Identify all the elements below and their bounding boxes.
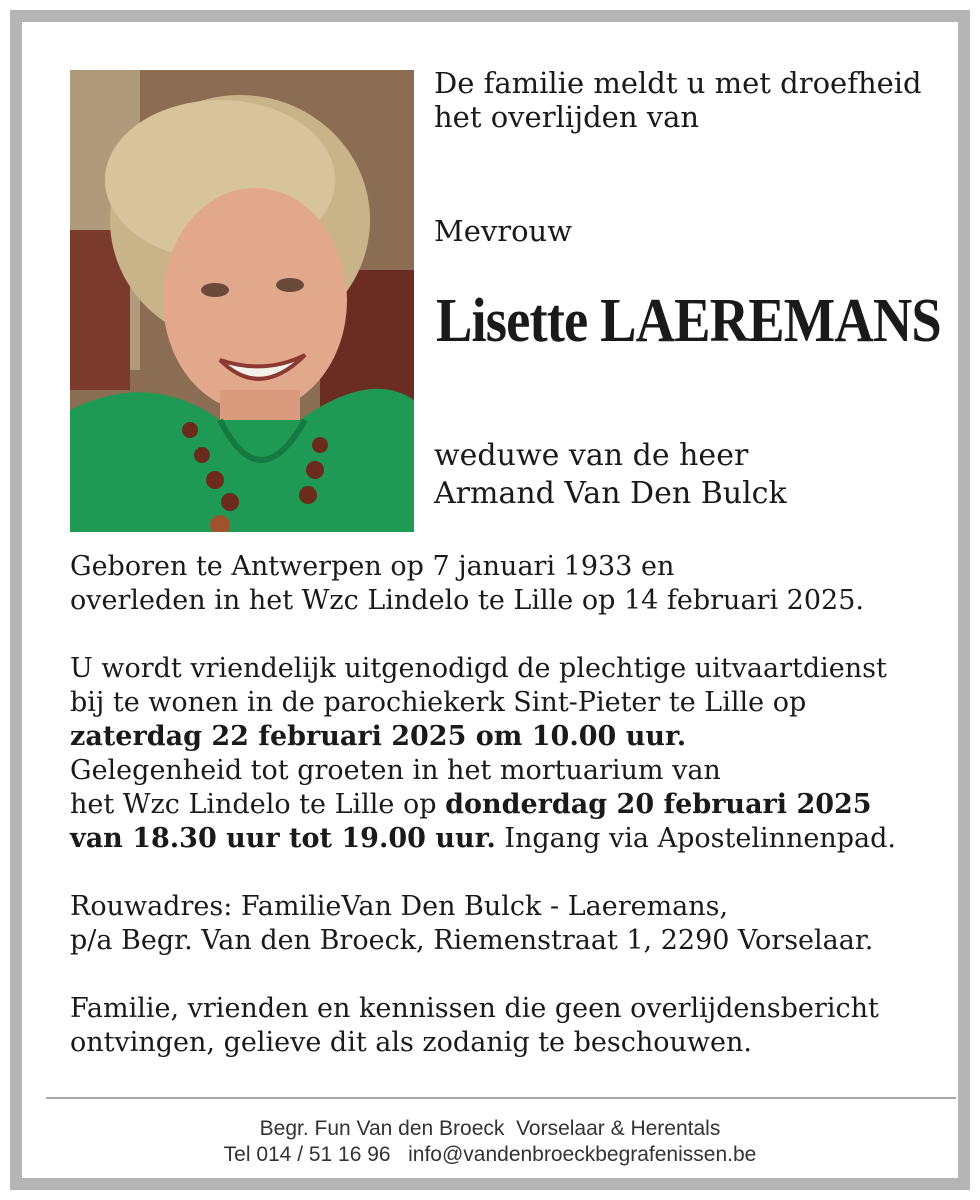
notice-body: [70, 550, 950, 1060]
visitation-line-2: het Wzc Lindelo te Lille op: [70, 789, 446, 820]
funeral-home-footer: [22, 1116, 958, 1168]
notice-paragraph: [70, 992, 950, 1060]
widow-of: [434, 437, 787, 513]
funeral-line-2: bij te wonen in de parochiekerk Sint-Pieter te Lille op: [70, 687, 807, 718]
visitation-date: donderdag 20 februari 2025: [445, 789, 872, 820]
visitation-time: van 18.30 uur tot 19.00 uur.: [70, 823, 496, 854]
death-line: overleden in het Wzc Lindelo te Lille op 14 februari 2025.: [70, 585, 864, 616]
spouse-name: Armand Van Den Bulck: [434, 476, 787, 511]
mourning-address-line-2: p/a Begr. Van den Broeck, Riemenstraat 1, 2290 Vorselaar.: [70, 925, 874, 956]
birth-line: Geboren te Antwerpen op 7 januari 1933 en: [70, 551, 675, 582]
funeral-date: zaterdag 22 februari 2025 om 10.00 uur.: [70, 721, 687, 752]
visitation-line-1: Gelegenheid tot groeten in het mortuarium van: [70, 755, 721, 786]
deceased-name: Lisette LAEREMANS: [436, 287, 941, 355]
funeral-line-1: U wordt vriendelijk uitgenodigd de plechtige uitvaartdienst: [70, 653, 887, 684]
mourning-address-line-1: Rouwadres: FamilieVan Den Bulck - Laeremans,: [70, 891, 729, 922]
notice-line-1: Familie, vrienden en kennissen die geen overlijdensbericht: [70, 993, 879, 1024]
portrait-photo: [70, 70, 414, 532]
entrance-info: Ingang via Apostelinnenpad.: [495, 823, 896, 854]
birth-death-paragraph: [70, 550, 950, 618]
intro-text: De familie meldt u met droefheid het overlijden van: [434, 66, 922, 134]
funeral-paragraph: [70, 652, 950, 856]
address-paragraph: [70, 890, 950, 958]
funeral-home-name: Begr. Fun Van den Broeck Vorselaar & Herentals: [259, 1117, 721, 1140]
honorific-title: Mevrouw: [434, 214, 573, 248]
funeral-home-contact: Tel 014 / 51 16 96 info@vandenbroeckbegrafenissen.be: [223, 1143, 757, 1166]
notice-line-2: ontvingen, gelieve dit als zodanig te beschouwen.: [70, 1027, 752, 1058]
footer-divider: [46, 1097, 956, 1099]
widow-line-1: weduwe van de heer: [434, 438, 749, 473]
notice-frame: [10, 10, 970, 1190]
